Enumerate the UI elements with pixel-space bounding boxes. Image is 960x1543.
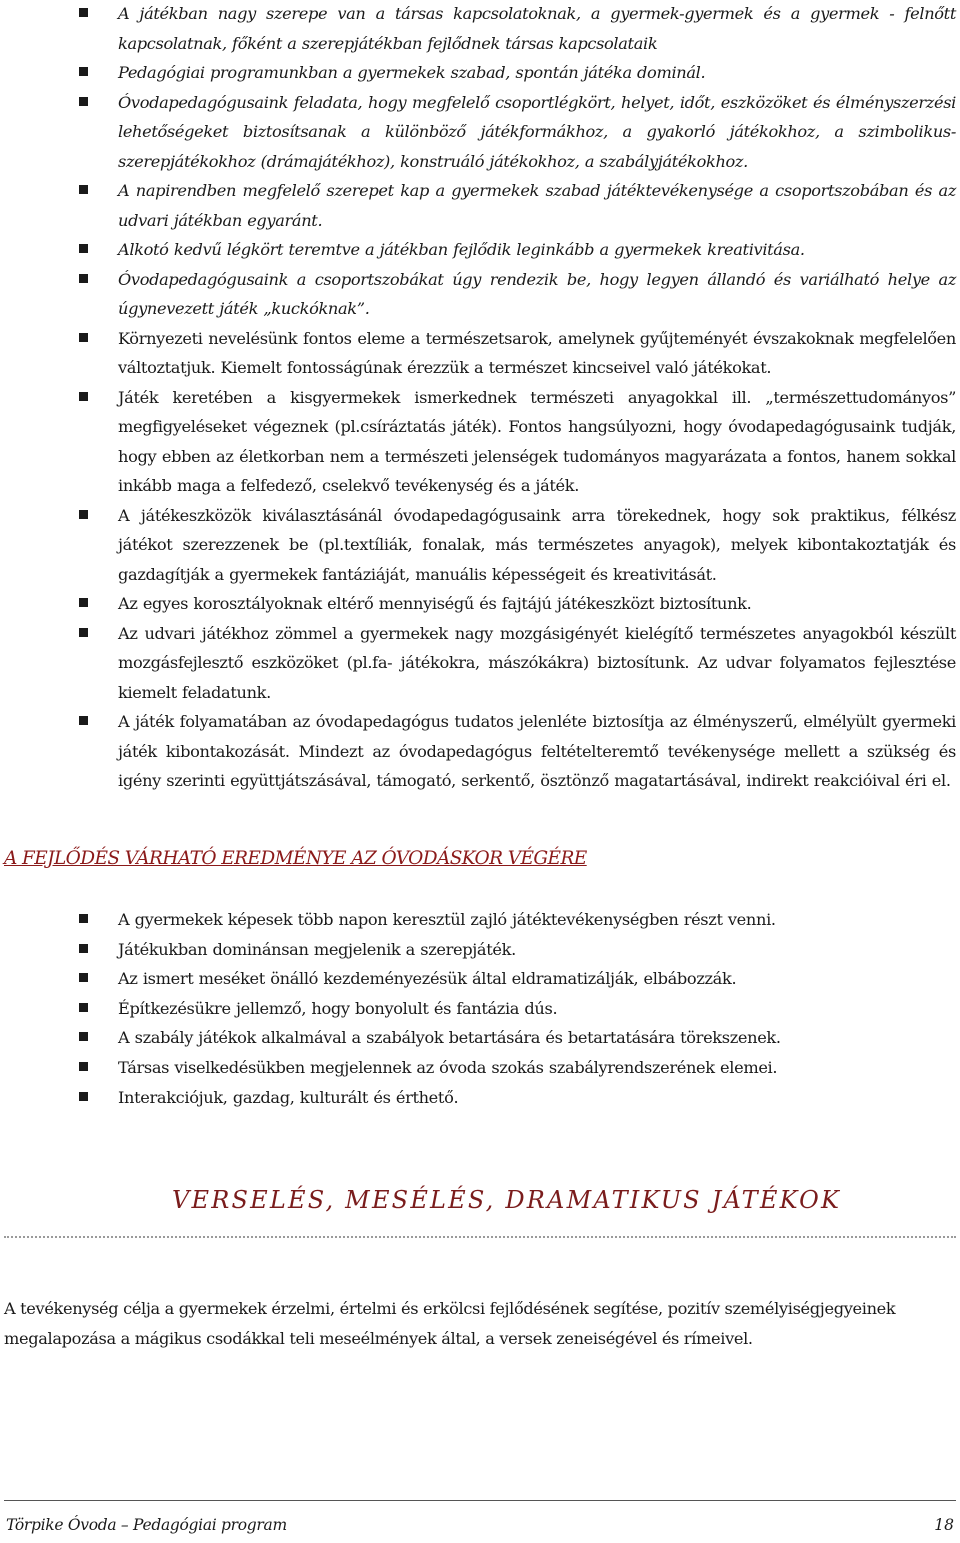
list-item: Építkezésükre jellemző, hogy bonyolult és fantázia dús. xyxy=(0,994,960,1024)
list-item: Az ismert meséket önálló kezdeményezésük által eldramatizálják, elbábozzák. xyxy=(0,964,960,994)
list-item: A játékban nagy szerepe van a társas kapcsolatoknak, a gyermek-gyermek és a gyermek - felnőtt kapcsolatnak, főként a szerepjátékban fejlődnek társas kapcsolataik xyxy=(0,0,960,58)
list-item: Játék keretében a kisgyermekek ismerkednek természeti anyagokkal ill. „természettudományos” megfigyeléseket végeznek (pl.csíráztatás játék). Fontos hangsúlyozni, hogy óvodapedagógusaink tudják, hogy ebben az életkorban nem a természeti jelenségek tudományos magyarázata a fontos, hanem sokkal inkább maga a felfedező, cselekvő tevékenység és a játék. xyxy=(0,383,960,501)
page-number: 18 xyxy=(934,1516,954,1534)
footer-divider xyxy=(4,1500,956,1501)
chapter-title: VERSELÉS, MESÉLÉS, DRAMATIKUS JÁTÉKOK xyxy=(172,1186,842,1214)
list-item: A gyermekek képesek több napon keresztül zajló játéktevékenységben részt venni. xyxy=(0,905,960,935)
list-item: Óvodapedagógusaink feladata, hogy megfelelő csoportlégkört, helyet, időt, eszközöket és élményszerzési lehetőségeket biztosítsanak a különböző játékformákhoz, a gyakorló játékokhoz, a szimbolikus-szerepjátékokhoz (drámajátékhoz), konstruáló játékokhoz, a szabályjátékokhoz. xyxy=(0,88,960,177)
list-item: A napirendben megfelelő szerepet kap a gyermekek szabad játéktevékenysége a csoportszobában és az udvari játékban egyaránt. xyxy=(0,176,960,235)
list-item: Környezeti nevelésünk fontos eleme a természetsarok, amelynek gyűjteményét évszakoknak megfelelően változtatjuk. Kiemelt fontosságúnak érezzük a természet kincseivel való játékokat. xyxy=(0,324,960,383)
list-item: Társas viselkedésükben megjelennek az óvoda szokás szabályrendszerének elemei. xyxy=(0,1053,960,1083)
list-item: Alkotó kedvű légkört teremtve a játékban fejlődik leginkább a gyermekek kreativitása. xyxy=(0,235,960,265)
dotted-divider xyxy=(4,1236,956,1238)
list-item: A játékeszközök kiválasztásánál óvodapedagógusaink arra törekednek, hogy sok praktikus, félkész játékot szerezzenek be (pl.textíliák, fonalak, más természetes anyagok), melyek kibontakoztatják és gazdagítják a gyermekek fantáziáját, manuális képességeit és kreativitását. xyxy=(0,501,960,590)
list-item: Pedagógiai programunkban a gyermekek szabad, spontán játéka dominál. xyxy=(0,58,960,88)
list-item: Játékukban dominánsan megjelenik a szerepjáték. xyxy=(0,935,960,965)
list-item: Az udvari játékhoz zömmel a gyermekek nagy mozgásigényét kielégítő természetes anyagokból készült mozgásfejlesztő eszközöket (pl.fa- játékokra, mászókákra) biztosítunk. Az udvar folyamatos fejlesztése kiemelt feladatunk. xyxy=(0,619,960,708)
footer-title: Törpike Óvoda – Pedagógiai program xyxy=(6,1516,287,1534)
list-item: Interakciójuk, gazdag, kulturált és érthető. xyxy=(0,1083,960,1113)
list-item: Az egyes korosztályoknak eltérő mennyiségű és fajtájú játékeszközt biztosítunk. xyxy=(0,589,960,619)
expected-results-list xyxy=(0,905,960,1112)
list-item: Óvodapedagógusaink a csoportszobákat úgy rendezik be, hogy legyen állandó és variálható helye az úgynevezett játék „kuckóknak”. xyxy=(0,265,960,324)
section-heading-expected-results: A FEJLŐDÉS VÁRHATÓ EREDMÉNYE AZ ÓVODÁSKOR VÉGÉRE xyxy=(4,848,587,869)
list-item: A játék folyamatában az óvodapedagógus tudatos jelenléte biztosítja az élményszerű, elmélyült gyermeki játék kibontakozását. Mindezt az óvodapedagógus feltételteremtő tevékenysége mellett a szükség és igény szerinti együttjátszásával, támogató, serkentő, ösztönző magatartásával, indirekt reakcióival éri el. xyxy=(0,707,960,796)
list-item: A szabály játékok alkalmával a szabályok betartására és betartatására törekszenek. xyxy=(0,1023,960,1053)
chapter-intro-paragraph: A tevékenység célja a gyermekek érzelmi, értelmi és erkölcsi fejlődésének segítése, pozitív személyiségjegyeinek megalapozása a mágikus csodákkal teli meseélmények által, a versek zeneiségével és rímeivel. xyxy=(4,1299,896,1348)
